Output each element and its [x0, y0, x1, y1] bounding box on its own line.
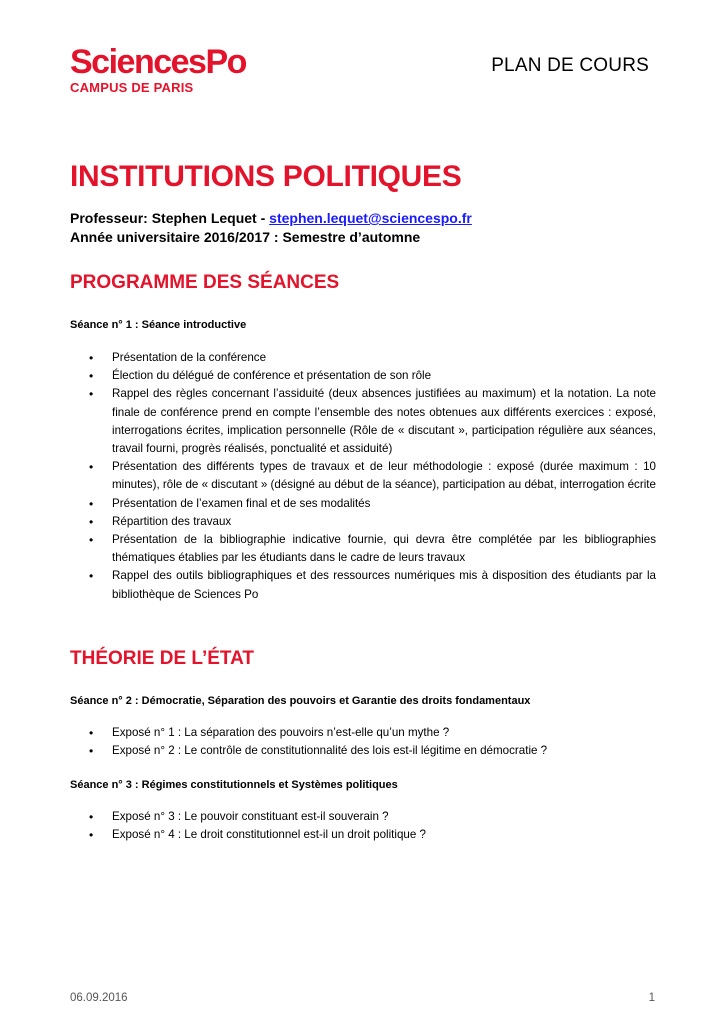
list-item: • Exposé n° 1 : La séparation des pouvoirs n’est-elle qu’un mythe ?: [70, 724, 656, 742]
list-item: • Élection du délégué de conférence et présentation de son rôle: [70, 367, 656, 385]
sciencespo-logo: [70, 44, 246, 96]
list-item: • Exposé n° 2 : Le contrôle de constitutionnalité des lois est-il légitime en démocratie ?: [70, 742, 656, 760]
list-item: • Rappel des outils bibliographiques et des ressources numériques mis à disposition des étudiants par la bibliothèque de Sciences Po: [70, 567, 656, 603]
seance-2-list: [70, 724, 656, 760]
course-title: INSTITUTIONS POLITIQUES: [70, 160, 462, 193]
professor-label: Professeur: Stephen Lequet -: [70, 210, 270, 226]
list-item: • Exposé n° 4 : Le droit constitutionnel est-il un droit politique ?: [70, 826, 656, 844]
course-meta: [70, 209, 472, 247]
document-type: PLAN DE COURS: [491, 55, 649, 76]
list-item: • Rappel des règles concernant l’assiduité (deux absences justifiées au maximum) et la notation. La note finale de conférence prend en compte l’ensemble des notes obtenues aux différents exercices : exposé, interrogations écrites, implication personnelle (Rôle de « discutant », participation régulière aux séances, travail fourni, progrès réalisés, ponctualité et assiduité): [70, 385, 656, 458]
section-title-programme: PROGRAMME DES SÉANCES: [70, 272, 340, 293]
logo-wordmark: SciencesPo: [70, 43, 246, 81]
list-item: • Répartition des travaux: [70, 513, 656, 531]
list-item: • Présentation de l’examen final et de ses modalités: [70, 495, 656, 513]
page-number: 1: [648, 992, 655, 1004]
academic-year: Année universitaire 2016/2017 : Semestre d’automne: [70, 229, 421, 245]
seance-title: Séance n° 2 : Démocratie, Séparation des pouvoirs et Garantie des droits fondamentaux: [70, 695, 531, 707]
section-title-theorie: THÉORIE DE L’ÉTAT: [70, 648, 255, 669]
seance-title: Séance n° 1 : Séance introductive: [70, 319, 247, 331]
seance-1-list: [70, 349, 656, 604]
seance-title: Séance n° 3 : Régimes constitutionnels et Systèmes politiques: [70, 779, 398, 791]
professor-email-link[interactable]: stephen.lequet@sciencespo.fr: [269, 210, 472, 226]
seance-3-list: [70, 808, 656, 844]
footer-date: 06.09.2016: [70, 992, 128, 1004]
list-item: • Exposé n° 3 : Le pouvoir constituant est-il souverain ?: [70, 808, 656, 826]
list-item: • Présentation de la bibliographie indicative fournie, qui devra être complétée par les bibliographies thématiques établies par les étudiants dans le cadre de leurs travaux: [70, 531, 656, 567]
list-item: • Présentation des différents types de travaux et de leur méthodologie : exposé (durée maximum : 10 minutes), rôle de « discutant » (désigné au début de la séance), participation au débat, interrogation écrite: [70, 458, 656, 494]
professor-line: [70, 209, 472, 228]
logo-campus: CAMPUS DE PARIS: [70, 80, 194, 95]
list-item: • Présentation de la conférence: [70, 349, 656, 367]
